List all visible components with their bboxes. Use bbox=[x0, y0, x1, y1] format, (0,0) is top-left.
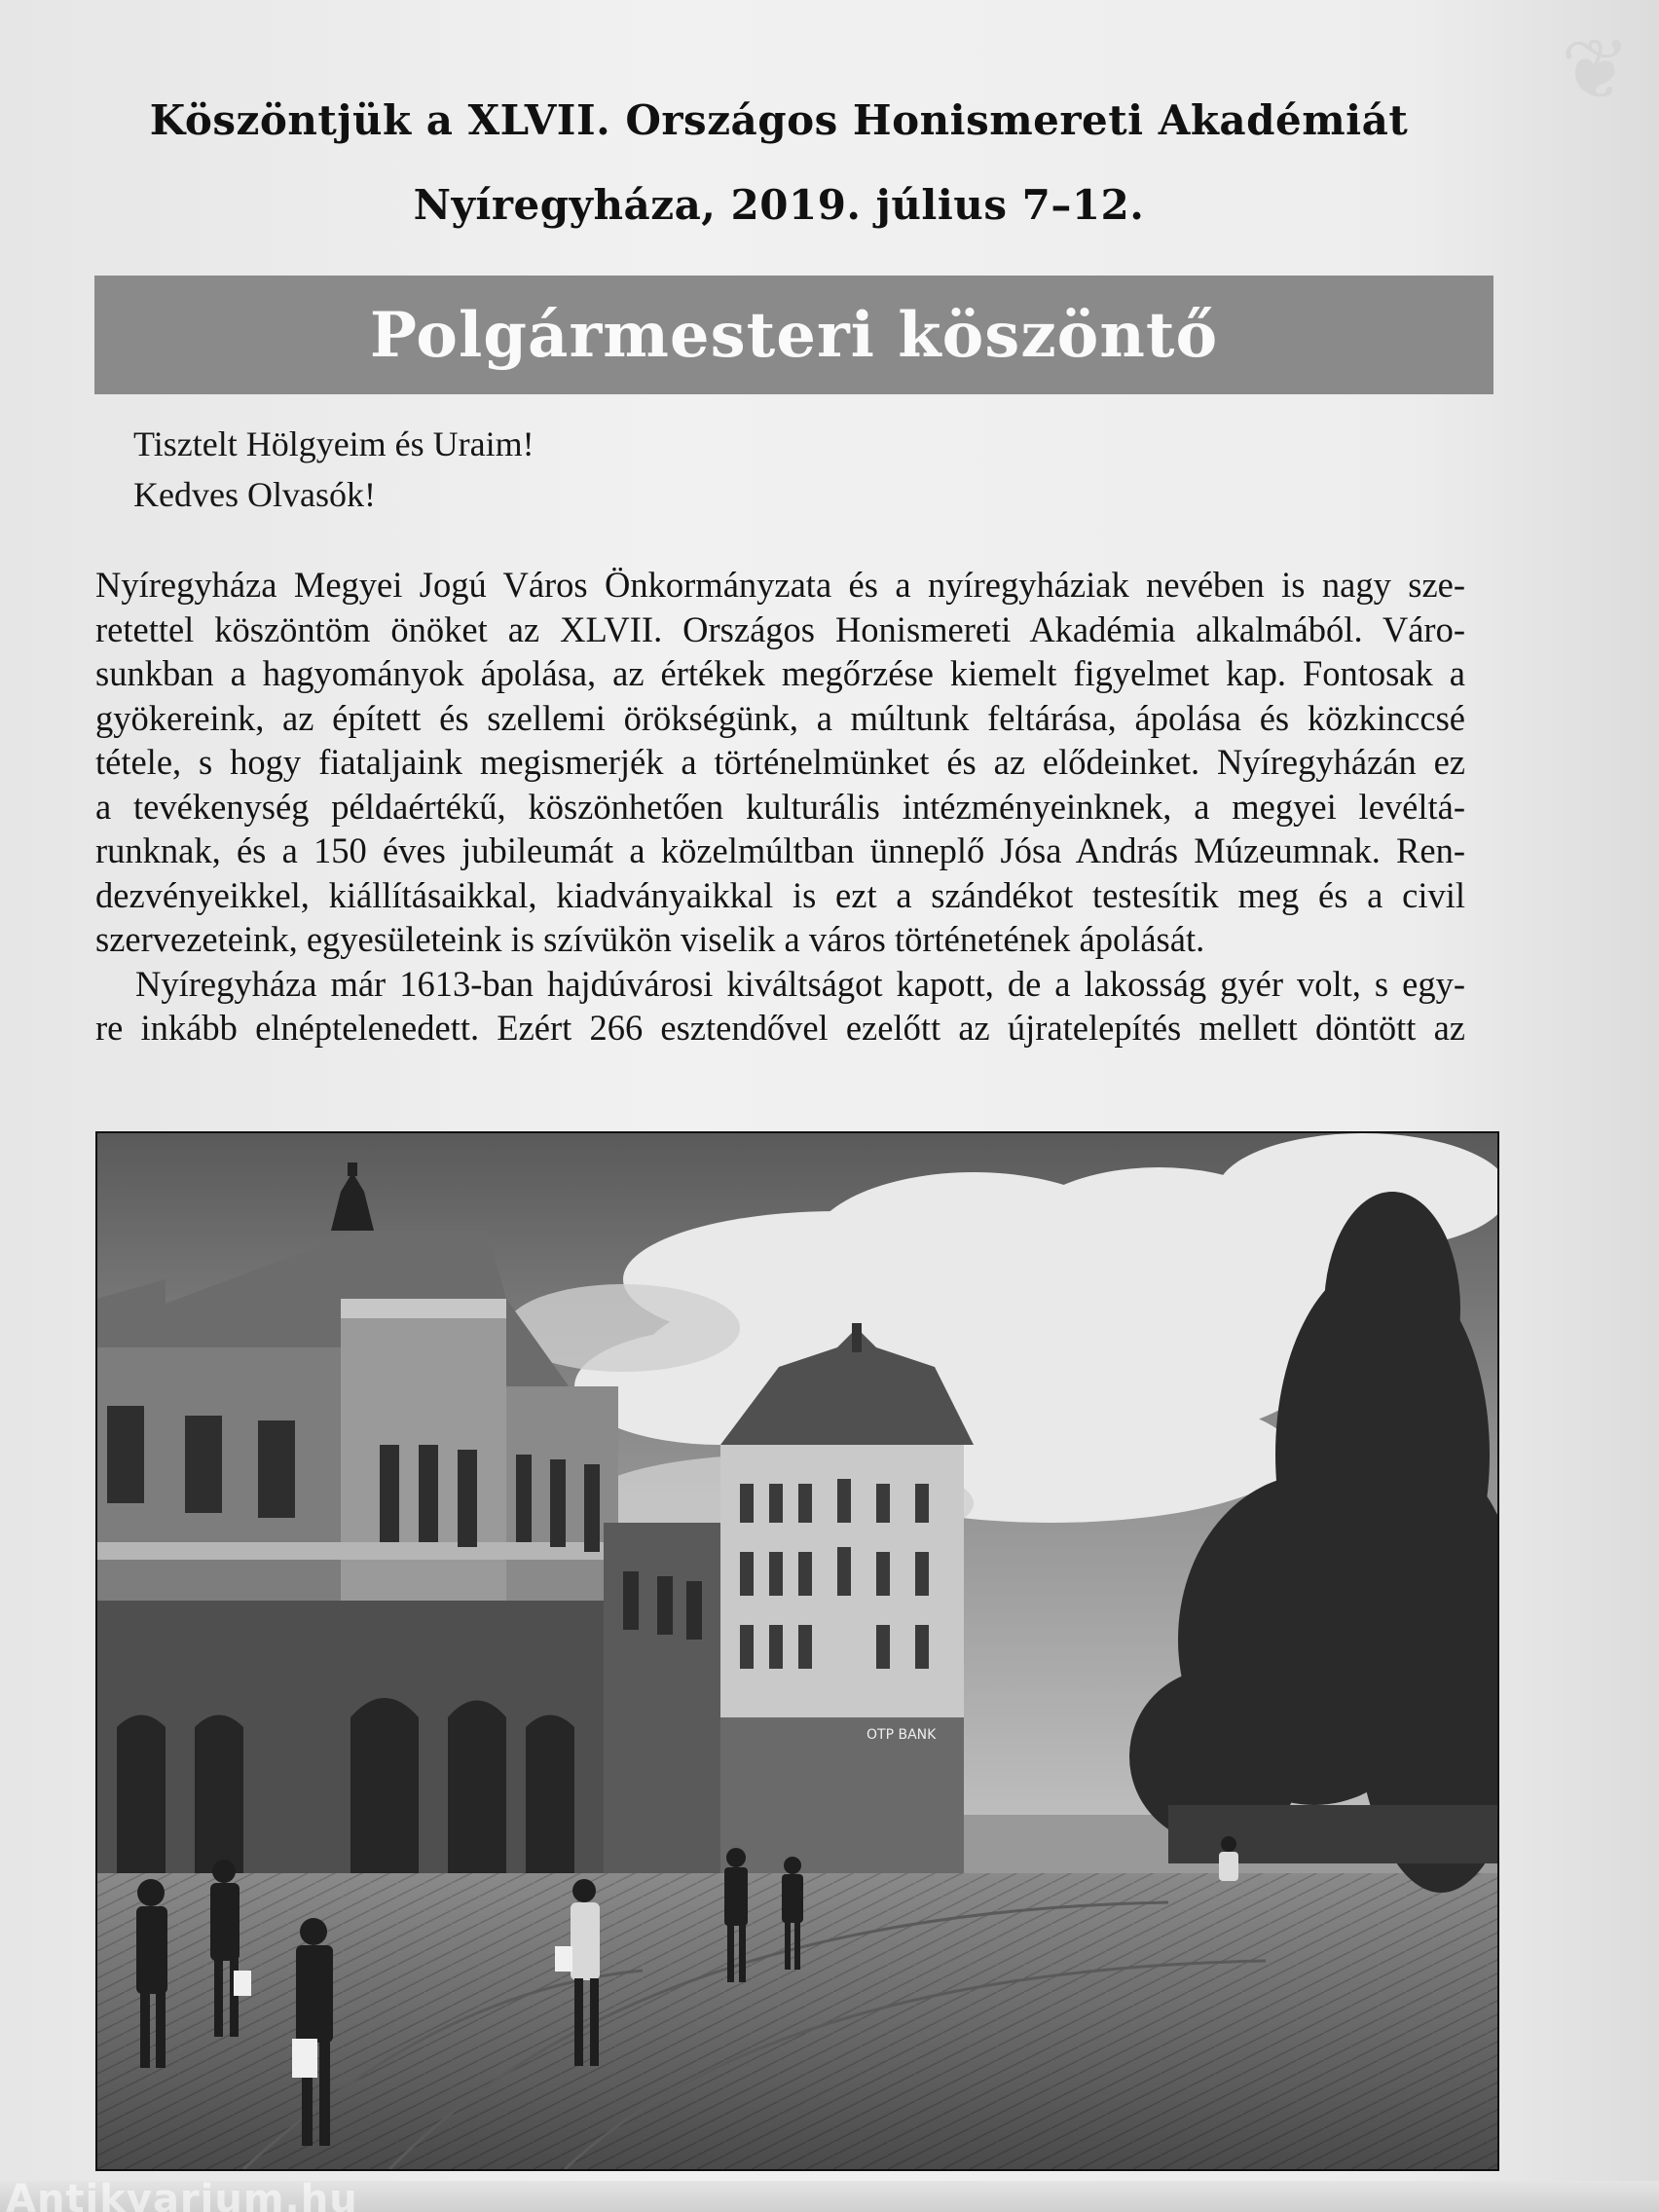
section-title-bar bbox=[94, 276, 1493, 394]
header-line-2: Nyíregyháza, 2019. július 7–12. bbox=[413, 181, 1145, 229]
header-line-1: Köszöntjük a XLVII. Országos Honismereti Akadémiát bbox=[149, 96, 1409, 144]
body-line: retettel köszöntöm önöket az XLVII. Országos Honismereti Akadémia alkalmából. Váro- bbox=[95, 608, 1465, 649]
greeting-line-1: Tisztelt Hölgyeim és Uraim! bbox=[133, 424, 535, 463]
corner-ornament-icon: ❦ bbox=[1560, 21, 1632, 119]
greeting bbox=[133, 419, 1010, 520]
body-line: runknak, és a 150 éves jubileumát a közelmúltban ünneplő Jósa András Múzeumnak. Ren- bbox=[95, 830, 1465, 870]
photo-illustration bbox=[97, 1133, 1497, 2169]
body-line: Nyíregyháza Megyei Jogú Város Önkormányzata és a nyíregyháziak nevében is nagy sze- bbox=[95, 565, 1465, 605]
body-line: a tevékenység példaértékű, köszönhetően kulturális intézményeinknek, a megyei levéltá- bbox=[95, 786, 1465, 827]
body-line: gyökereink, az épített és szellemi örökségünk, a múltunk feltárása, ápolása és közkinccsé bbox=[95, 697, 1465, 738]
city-square-photo bbox=[95, 1131, 1499, 2171]
bank-sign: OTP BANK bbox=[866, 1727, 937, 1743]
body-line: re inkább elnéptelenedett. Ezért 266 esztendővel ezelőtt az újratelepítés mellett döntött az bbox=[95, 1008, 1465, 1048]
section-title: Polgármesteri köszöntő bbox=[369, 298, 1219, 372]
corner-bank-building bbox=[720, 1323, 974, 1873]
body-text bbox=[95, 563, 1465, 1051]
body-line: sunkban a hagyományok ápolása, az értékek megőrzése kiemelt figyelmet kap. Fontosak a bbox=[95, 653, 1465, 693]
side-building bbox=[604, 1523, 720, 1873]
greeting-line-2: Kedves Olvasók! bbox=[133, 475, 376, 514]
body-line: Nyíregyháza már 1613-ban hajdúvárosi kiváltságot kapott, de a lakosság gyér volt, s egy- bbox=[135, 963, 1465, 1004]
body-line: dezvényeikkel, kiállításaikkal, kiadványaikkal is ezt a szándékot testesítik meg és a civil bbox=[95, 874, 1465, 915]
body-line: szervezeteink, egyesületeink is szívükön viselik a város történetének ápolását. bbox=[95, 919, 1205, 959]
body-line: tétele, s hogy fiataljaink megismerjék a történelmünket és az elődeinket. Nyíregyházán ez bbox=[95, 742, 1465, 782]
watermark: Antikvarium.hu bbox=[6, 2177, 358, 2212]
